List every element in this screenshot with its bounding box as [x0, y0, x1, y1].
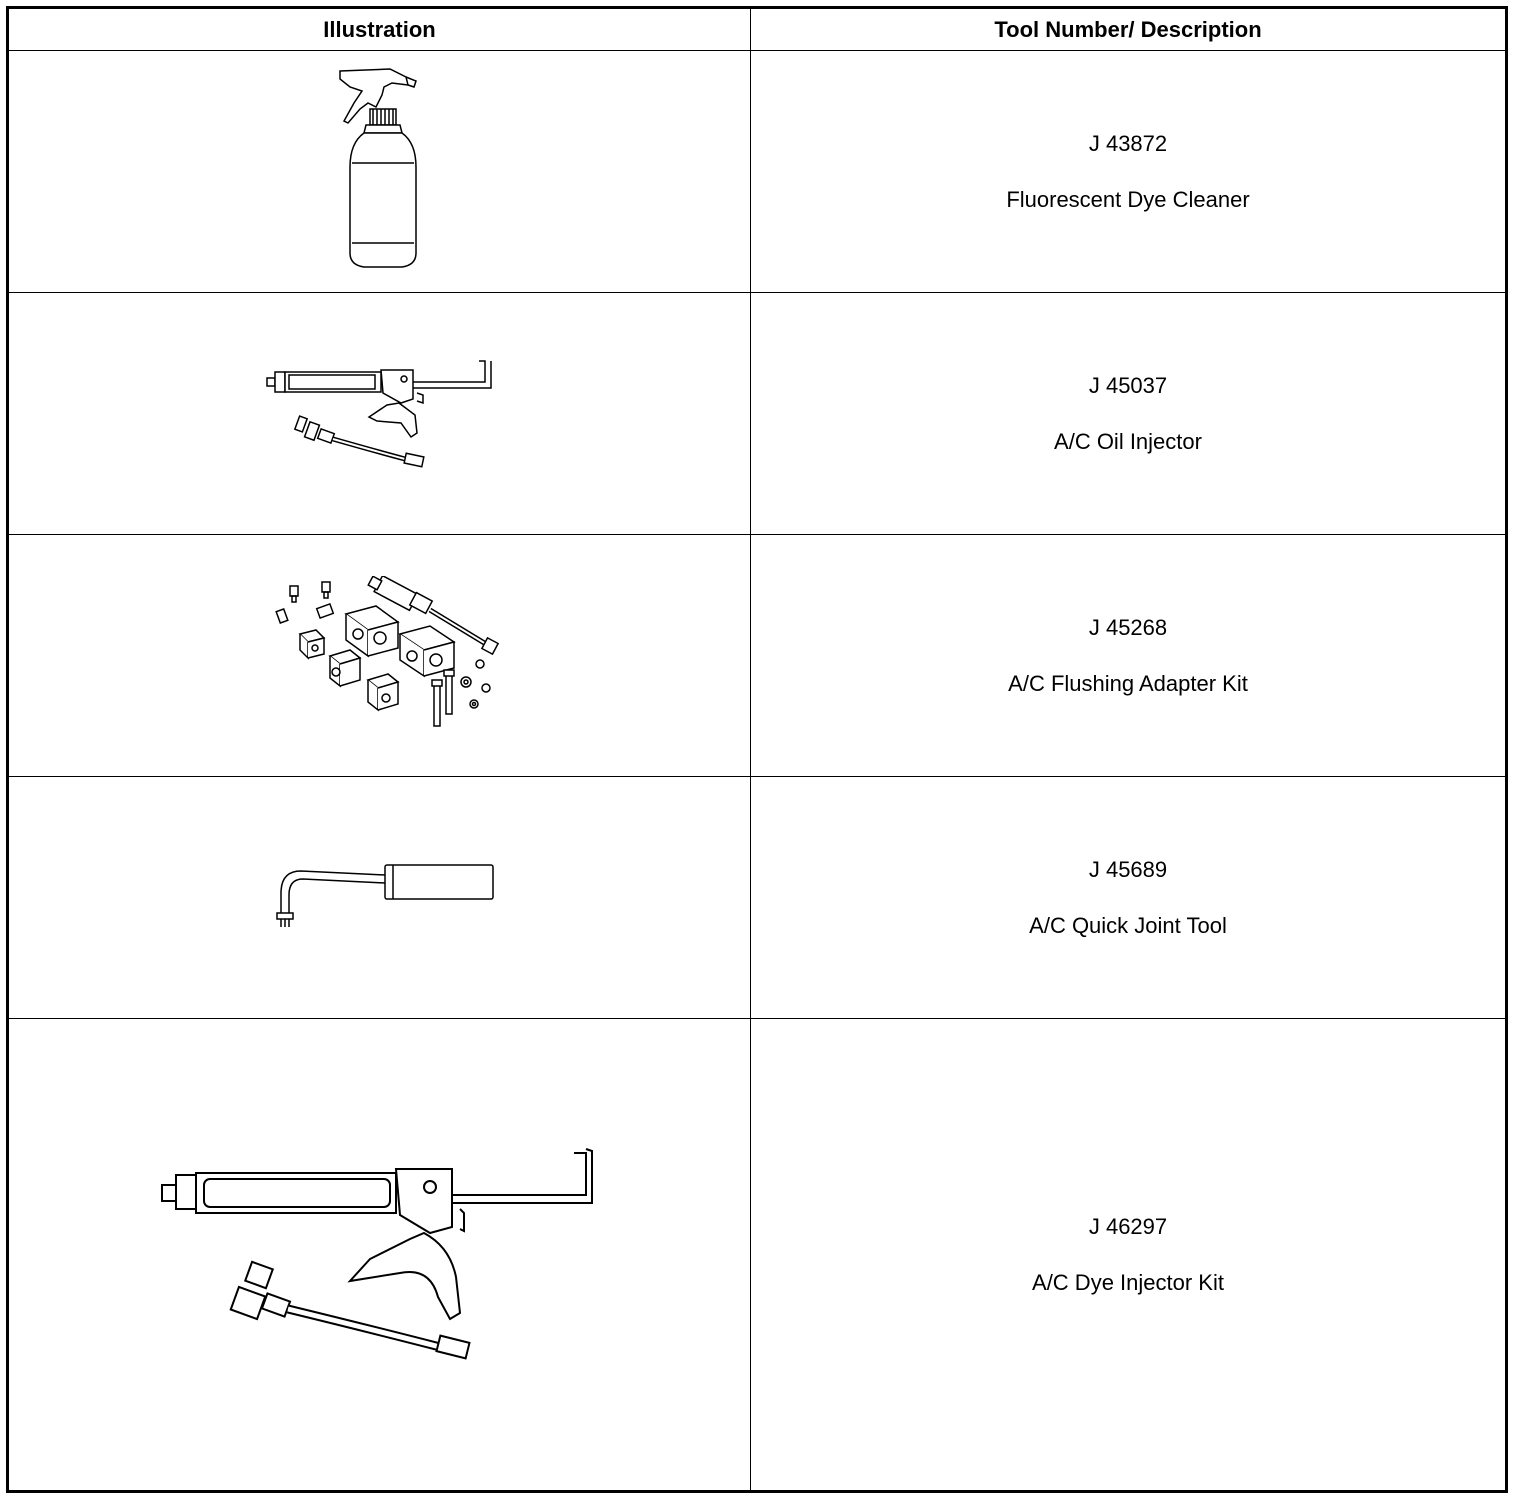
table-header-row: [8, 8, 1507, 51]
table-row: [8, 293, 1507, 535]
tool-number: J 45037: [1088, 372, 1168, 398]
illustration-cell: [8, 293, 751, 535]
tool-number: J 43872: [1088, 130, 1168, 156]
description-cell: [751, 293, 1507, 535]
tool-number: J 45268: [1088, 614, 1168, 640]
tool-description: A/C Dye Injector Kit: [1032, 1269, 1224, 1295]
illustration-cell: [8, 1019, 751, 1492]
oil-injector-icon: [265, 359, 495, 469]
header-tool-number: Tool Number/ Description: [751, 8, 1507, 51]
tool-description: Fluorescent Dye Cleaner: [1006, 186, 1250, 212]
table-row: [8, 777, 1507, 1019]
header-illustration: Illustration: [8, 8, 751, 51]
description-cell: [751, 51, 1507, 293]
illustration-cell: [8, 51, 751, 293]
tools-table: [6, 6, 1508, 1493]
tool-description: A/C Quick Joint Tool: [1029, 912, 1227, 938]
table-row: [8, 535, 1507, 777]
illustration-cell: [8, 535, 751, 777]
tool-number: J 46297: [1088, 1213, 1168, 1239]
table-row: [8, 1019, 1507, 1492]
description-cell: [751, 777, 1507, 1019]
adapter-kit-icon: [260, 576, 500, 736]
quick-joint-tool-icon: [265, 863, 495, 933]
description-cell: [751, 1019, 1507, 1492]
description-cell: [751, 535, 1507, 777]
illustration-cell: [8, 777, 751, 1019]
table-row: [8, 51, 1507, 293]
dye-injector-icon: [160, 1147, 600, 1362]
spray-bottle-icon: [320, 67, 440, 277]
tool-description: A/C Flushing Adapter Kit: [1008, 670, 1248, 696]
tool-description: A/C Oil Injector: [1054, 428, 1202, 454]
tool-number: J 45689: [1088, 856, 1168, 882]
